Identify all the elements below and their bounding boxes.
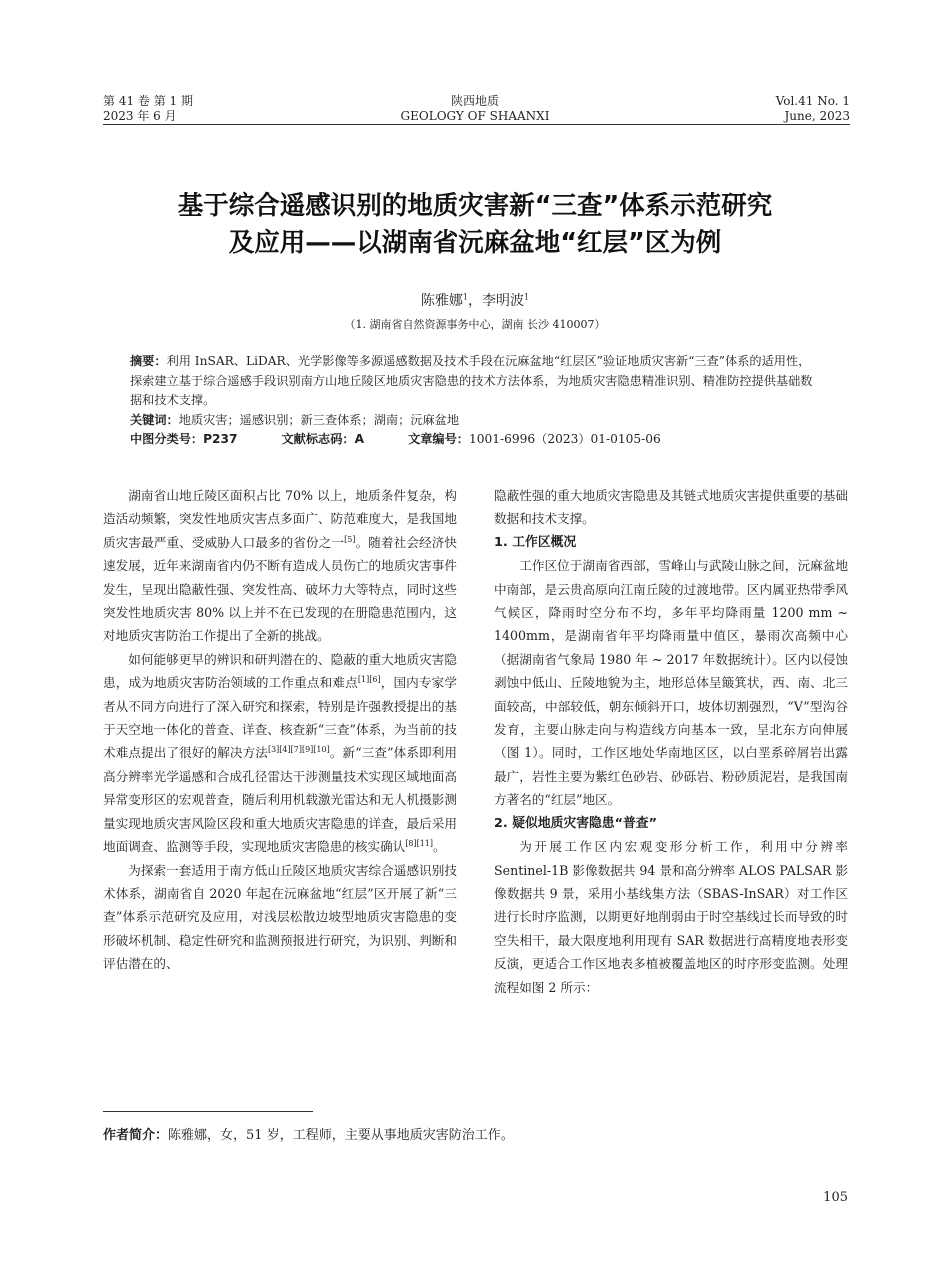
author-2-affil-mark: 1 <box>524 292 530 302</box>
paragraph-text: 。 <box>433 839 446 855</box>
header-date: 2023 年 6 月 <box>103 109 177 123</box>
journal-volume-en-header <box>776 94 850 124</box>
abstract-label: 摘要： <box>130 354 167 368</box>
journal-name-en: GEOLOGY OF SHAANXI <box>400 109 550 123</box>
header-volume: 第 41 卷 第 1 期 <box>103 94 193 108</box>
paragraph-text: 。随着社会经济快速发展，近年来湖南省内仍不断有造成人员伤亡的地质灾害事件发生，呈现出隐蔽性强、突发性高、破坏力大等特点，同时这些突发性地质灾害 80% 以上并不在已发现的在册隐患范围内，这对地质灾害防治工作提出了全新的挑战。 <box>103 534 458 644</box>
keywords-label: 关键词： <box>130 412 179 427</box>
paragraph <box>103 648 457 859</box>
section-heading-1: 1. 工作区概况 <box>494 534 577 550</box>
author-1-affil-mark: 1 <box>462 292 468 302</box>
clc-label: 中图分类号： <box>130 432 204 446</box>
document-code-value: A <box>354 432 365 446</box>
paragraph: 工作区位于湖南省西部，雪峰山与武陵山脉之间，沅麻盆地中南部，是云贵高原向江南丘陵的过渡地带。区内属亚热带季风气候区，降雨时空分布不均，多年平均降雨量 1200 mm ~ 1400mm，是湖南省年平均降雨量中值区，暴雨次高频中心（据湖南省气象局 1980 年 ~ 2017 年数据统计）。区内以侵蚀剥蚀中低山、丘陵地貌为主，地形总体呈簸箕状，西、南、北三面较高，中部较低，朝东倾斜开口，坡体切割强烈，“V”型沟谷发育，主要山脉走向与构造线方向基本一致，呈北东方向伸展（图 1）。同时，工作区地处华南地区区，以白垩系碎屑岩出露最广，岩性主要为紫红色砂岩、砂砾岩、粉砂质泥岩，是我国南方著名的“红层”地区。 <box>494 558 848 808</box>
paragraph-text: 。新“三查”体系即利用高分辨率光学遥感和合成孔径雷达干涉测量技术实现区域地面高异常变形区的宏观普查，随后利用机载激光雷达和无人机摄影测量实现地质灾害风险区段和重大地质灾害隐患的详查，最后采用地面调查、监测等手段，实现地质灾害隐患的核实确认 <box>103 745 457 855</box>
paragraph-text: ，国内专家学者从不同方向进行了深入研究和探索，特别是许强教授提出的基于天空地一体化的普查、详查、核查新“三查”体系，为当前的技术难点提出了很好的解决方法 <box>103 675 458 761</box>
header-rule <box>103 124 850 125</box>
paragraph <box>103 484 457 648</box>
author-1: 陈雅娜 <box>420 293 463 309</box>
document-code <box>282 430 365 450</box>
section-heading-2: 2. 疑似地质灾害隐患“普查” <box>494 815 658 831</box>
author-biography-label: 作者简介： <box>103 1128 169 1143</box>
article-number-value: 1001-6996（2023）01-0105-06 <box>469 432 661 446</box>
author-biography-text: 陈雅娜，女，51 岁，工程师，主要从事地质灾害防治工作。 <box>168 1128 514 1143</box>
affiliation: （1. 湖南省自然资源事务中心，湖南 长沙 410007） <box>344 318 606 331</box>
keywords-text: 地质灾害；遥感识别；新三查体系；湖南；沅麻盆地 <box>178 412 460 427</box>
clc-number <box>130 430 238 450</box>
article-number-label: 文章编号： <box>408 432 469 446</box>
title-line-1: 基于综合遥感识别的地质灾害新“三查”体系示范研究 <box>177 191 773 221</box>
classification-row <box>130 430 820 450</box>
article-number <box>408 430 661 450</box>
paragraph: 为开展工作区内宏观变形分析工作，利用中分辨率 Sentinel-1B 影像数据共 94 景和高分辨率 ALOS PALSAR 影像数据共 9 景，采用小基线集方法（SBAS-InSAR）对工作区进行长时序监测，以期更好地削弱由于时空基线过长而导致的时空失相干，最大限度地利用现有 SAR 数据进行高精度地表形变反演，更适合工作区地表多植被覆盖地区的时序形变监测。处理流程如图 2 所示： <box>494 839 848 995</box>
title-line-2: 及应用——以湖南省沅麻盆地“红层”区为例 <box>228 228 722 258</box>
page-number: 105 <box>823 1190 848 1205</box>
clc-value: P237 <box>203 432 238 446</box>
footnote-rule <box>103 1111 313 1112</box>
paragraph-text: 湖南省山地丘陵区面积占比 70% 以上，地质条件复杂，构造活动频繁，突发性地质灾害点多面广、防范难度大，是我国地质灾害最严重、受威胁人口最多的省份之一 <box>103 488 457 550</box>
paragraph: 为探索一套适用于南方低山丘陵区地质灾害综合遥感识别技术体系，湖南省自 2020 年起在沅麻盆地“红层”区开展了新“三查”体系示范研究及应用，对浅层松散边坡型地质灾害隐患的变形破坏机制、稳定性研究和监测预报进行研究，为识别、判断和评估潜在的、 <box>103 862 457 972</box>
paragraph-continued: 隐蔽性强的重大地质灾害隐患及其链式地质灾害提供重要的基础数据和技术支撑。 <box>494 488 848 527</box>
author-2: 李明波 <box>482 293 524 309</box>
paper-title <box>0 188 950 262</box>
citation[interactable]: [5] <box>344 534 356 544</box>
journal-name-cn: 陕西地质 <box>450 94 499 108</box>
author-biography <box>103 1124 514 1143</box>
citation[interactable]: [3][4][7][9][10] <box>267 745 330 755</box>
document-code-label: 文献标志码： <box>281 432 355 446</box>
citation[interactable]: [1][6] <box>357 675 381 685</box>
abstract-block <box>130 352 820 450</box>
abstract-text: 利用 InSAR、LiDAR、光学影像等多源遥感数据及技术手段在沅麻盆地“红层区”验证地质灾害新“三查”体系的适用性，探索建立基于综合遥感手段识别南方山地丘陵区地质灾害隐患的技术方法体系，为地质灾害隐患精准识别、精准防控提供基础数据和技术支撑。 <box>130 354 813 407</box>
header-date-en: June, 2023 <box>784 109 850 123</box>
paragraph-text: 如何能够更早的辨识和研判潜在的、隐蔽的重大地质灾害隐患，成为地质灾害防治领域的工作重点和难点 <box>103 651 457 691</box>
body-column-right <box>494 484 848 999</box>
body-column-left <box>103 484 457 976</box>
citation[interactable]: [8][11] <box>405 838 434 848</box>
abstract <box>130 352 820 411</box>
author-list <box>0 290 950 310</box>
header-volume-en: Vol.41 No. 1 <box>775 94 850 108</box>
author-separator: ， <box>468 293 482 309</box>
keywords <box>130 411 820 431</box>
